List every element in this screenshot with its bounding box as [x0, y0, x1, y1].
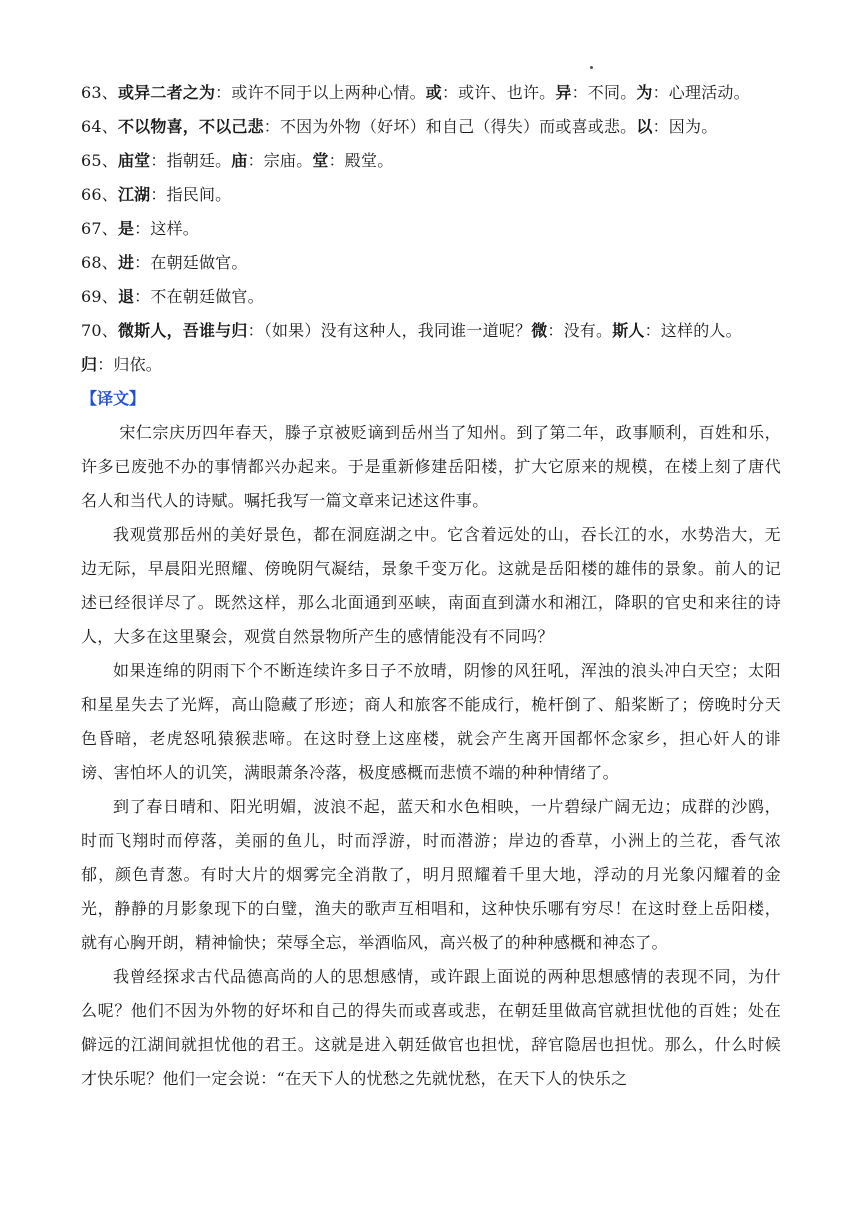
annotation-term: 不以物喜，不以己悲: [117, 117, 264, 136]
annotation-list: [81, 76, 781, 348]
annotation-text: ：或许不同于以上两种心情。: [215, 83, 426, 102]
annotation-text: ：归依。: [97, 355, 163, 374]
translation-heading: 【译文】: [81, 389, 146, 408]
document-page: [81, 76, 781, 1096]
gloss-text: ：心理活动。: [652, 83, 750, 102]
annotation-item: [81, 212, 781, 246]
annotation-number: 65、: [81, 151, 118, 170]
gloss-term: 异: [555, 83, 572, 102]
gloss-text: ：或许、也许。: [441, 83, 556, 102]
gloss-term: 为: [636, 83, 653, 102]
annotation-item: [81, 314, 781, 348]
gloss-term: 以: [636, 117, 653, 136]
gloss-term: 微: [531, 321, 548, 340]
translation-paragraph: 我曾经探求古代品德高尚的人的思想感情，或许跟上面说的两种思想感情的表现不同，为什么呢？他们不因为外物的好坏和自己的得失而或喜或悲，在朝廷里做高官就担忧他的百姓；处在僻远的江湖间就担忧他的君王。这就是进入朝廷做官也担忧，辞官隐居也担忧。那么，什么时候才快乐呢？他们一定会说：“在天下人的忧愁之先就忧愁，在天下人的快乐之: [81, 967, 781, 1088]
annotation-term: 是: [117, 219, 135, 238]
annotation-number: 66、: [81, 185, 118, 204]
annotation-term: 江湖: [117, 185, 151, 204]
gloss-text: ：宗庙。: [247, 151, 313, 170]
annotation-70-continuation: [81, 348, 781, 382]
annotation-term: 庙堂: [117, 151, 151, 170]
annotation-term: 退: [117, 287, 135, 306]
annotation-item: [81, 144, 781, 178]
annotation-number: 63、: [81, 83, 118, 102]
annotation-term: 或异二者之为: [117, 83, 216, 102]
translation-paragraph: 我观赏那岳州的美好景色，都在洞庭湖之中。它含着远处的山，吞长江的水，水势浩大，无边无际，早晨阳光照耀、傍晚阴气凝结，景象千变万化。这就是岳阳楼的雄伟的景象。前人的记述已经很详尽了。既然这样，那么北面通到巫峡，南面直到潇水和湘江，降职的官史和来往的诗人，大多在这里聚会，观赏自然景物所产生的感情能没有不同吗？: [81, 525, 781, 646]
gloss-text: ：不同。: [571, 83, 637, 102]
annotation-text: ：不在朝廷做官。: [134, 287, 264, 306]
gloss-term: 或: [425, 83, 442, 102]
translation-paragraph: 宋仁宗庆历四年春天，滕子京被贬谪到岳州当了知州。到了第二年，政事顺利，百姓和乐，许多已废弛不办的事情都兴办起来。于是重新修建岳阳楼，扩大它原来的规模，在楼上刻了唐代名人和当代人的诗赋。嘱托我写一篇文章来记述这件事。: [81, 423, 781, 510]
gloss-term: 斯人: [612, 321, 645, 340]
translation-body: [81, 416, 781, 1096]
gloss-text: ：殿堂。: [328, 151, 394, 170]
annotation-term: 微斯人，吾谁与归: [117, 321, 248, 340]
gloss-term: 堂: [312, 151, 329, 170]
annotation-text: ：指朝廷。: [150, 151, 232, 170]
annotation-item: [81, 76, 781, 110]
gloss-term: 庙: [231, 151, 248, 170]
annotation-term: 归: [81, 355, 98, 374]
gloss-text: ：没有。: [547, 321, 613, 340]
annotation-text: ：（如果）没有这种人，我同谁一道呢？: [247, 321, 532, 340]
annotation-number: 68、: [81, 253, 118, 272]
annotation-number: 69、: [81, 287, 118, 306]
gloss-text: ：因为。: [652, 117, 718, 136]
annotation-text: ：这样。: [134, 219, 199, 238]
annotation-text: ：不因为外物（好坏）和自己（得失）而或喜或悲。: [263, 117, 637, 136]
annotation-item: [81, 178, 781, 212]
annotation-text: ：指民间。: [150, 185, 232, 204]
annotation-number: 64、: [81, 117, 118, 136]
annotation-item: [81, 280, 781, 314]
gloss-text: ：这样的人。: [644, 321, 742, 340]
annotation-item: [81, 246, 781, 280]
annotation-number: 70、: [81, 321, 118, 340]
annotation-text: ：在朝廷做官。: [134, 253, 248, 272]
annotation-number: 67、: [81, 219, 118, 238]
annotation-item: [81, 110, 781, 144]
translation-paragraph: 如果连绵的阴雨下个不断连续许多日子不放晴，阴惨的风狂吼，浑浊的浪头冲白天空；太阳和星星失去了光辉，高山隐藏了形迹；商人和旅客不能成行，桅杆倒了、船桨断了；傍晚时分天色昏暗，老虎怒吼猿猴悲啼。在这时登上这座楼，就会产生离开国都怀念家乡，担心奸人的诽谤、害怕坏人的讥笑，满眼萧条冷落，极度感概而悲愤不端的种种情绪了。: [81, 661, 781, 782]
translation-paragraph: 到了春日晴和、阳光明媚，波浪不起，蓝天和水色相映，一片碧绿广阔无边；成群的沙鸥，时而飞翔时而停落，美丽的鱼儿，时而浮游，时而潜游；岸边的香草，小洲上的兰花，香气浓郁，颜色青葱。有时大片的烟雾完全消散了，明月照耀着千里大地，浮动的月光象闪耀着的金光，静静的月影象现下的白璧，渔夫的歌声互相唱和，这种快乐哪有穷尽！在这时登上岳阳楼，就有心胸开朗，精神愉快；荣辱全忘，举酒临风，高兴极了的种种感概和神态了。: [81, 797, 781, 952]
annotation-term: 进: [117, 253, 135, 272]
ink-dot: [590, 66, 593, 69]
